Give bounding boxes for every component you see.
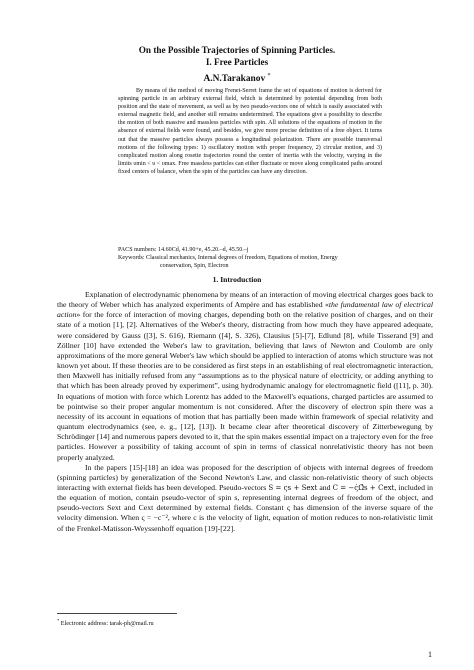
p2-part-2: , included in the equation of motion, contain pseudo-vector of spin s, representing internal degrees of freedom of the object, and pseudo-vectors Sext and Cext determined by external fields. Constant ς has dimension of the inverse square of the velocity dimension. When ς = −c⁻², where c is the velocity of light, equation of motion reduces to non-relativistic limit of the Frenkel-Matisson-Weyssenhoff equation [19]-[22]. [57, 482, 434, 533]
paragraph-2 [57, 463, 433, 534]
footnote-divider [57, 613, 177, 614]
p1-emphasis: the fundamental law of electrical action [57, 300, 433, 320]
pacs-numbers: PACS numbers: 14.60Cd, 41.90+e, 45.20.–d, 45.50.–j [118, 247, 249, 253]
title-line-2: I. Free Particles [205, 57, 269, 67]
p2-and: and [319, 482, 331, 492]
paper-title [0, 44, 474, 68]
author-footnote-mark: * [267, 73, 271, 79]
abstract [118, 87, 382, 176]
footnote [57, 617, 154, 628]
p1-after-emphasis: » for the force of interaction of moving charges, depending both on the relative position of charges, and on their state of a motion [1], [2]. Alternatives of the Weber's theory, distracting from how much they have appeared adequate, were considered by Gauss ([3], S. 616), Riemann ([4], S. 326), Clausius [5]-[7], Edlund [8], while Tisserand [9] and Zöllner [10] have extended the Weber's law to gravitation, believing that laws of Newton and Coulomb are only approximations of the more general Weber's law which should be applied to interaction of atoms which structure was not known yet about. If these theories are to be considered as first steps in an establishing of real electromagnetic interaction, then Maxwell has initially refused from any “assumptions as to the physical nature of electricity, or adding anything to that which has been already proved by experiment”, using hydrodynamic analogy for electromagnetic field ([11], p. 30). In equations of motion with force which Lorentz has added to the Maxwell's equations, charged particles are assumed to be pointwise so their proper angular momentum is not considered. After the discovery of electron spin there was a necessity of its account in equations of motion that has partially been made within framework of special relativity and quantum electrodynamics (see, e. g., [12], [13]). It became clear after theoretical discovery of Zitterbewegung by Schrödinger [14] and numerous papers devoted to it, that the spin makes essential impact on a trajectory even for the free particles. However a possibility of taking account of spin in terms of classical nonrelativistic theory has not been properly analyzed. [57, 310, 433, 462]
pacs-keywords [118, 246, 382, 270]
section-heading: 1. Introduction [212, 275, 262, 284]
keywords-line-1: Keywords: Classical mechanics, Internal degrees of freedom, Equations of motion, Energy [118, 255, 338, 262]
author-name [0, 70, 474, 85]
equation-S: S = ςs + Sext [268, 483, 318, 492]
equation-C: C = −ς̇Ω̂s + Cext [332, 483, 395, 492]
page-number: 1 [428, 650, 432, 659]
paragraph-1 [57, 290, 433, 463]
footnote-mark: * [57, 618, 60, 623]
keywords-line-2: conservation, Spin, Electron [160, 263, 229, 270]
footnote-email[interactable]: Electronic address: tarak-ph@mail.ru [60, 620, 154, 628]
author-text: A.N.Tarakanov [203, 74, 266, 85]
p2-part-1: In the papers [15]-[18] an idea was proposed for the description of objects with internal degrees of freedom (spinning particles) by generalization of the Second Newton's Law, and classic non-relativistic theory of such objects interacting with external fields has been developed. Pseudo-vectors [57, 462, 433, 492]
p1-before-emphasis: Explanation of electrodynamic phenomena by means of an interaction of moving electrical charges goes back to the theory of Weber which has analyzed experiments of Ampère and has established « [57, 290, 433, 310]
title-line-1: On the Possible Trajectories of Spinning Particles. [138, 45, 336, 55]
body-text [57, 290, 433, 534]
abstract-text: By means of the method of moving Frenet-Serret frame the set of equations of motion is derived for spinning particle in an arbitrary external field, which is determined by potential depending from both position and the state of movement, as well as by two pseudo-vectors one of which is easily associated with external magnetic field, and another still remains undetermined. The equations give a possibility to describe the motion of both massive and massless particles with spin. All solutions of the equations of motion in the absence of external fields were found, and besides, we give more precise definition of a free object. It turns out that the massive particles always possess a longitudinal polarization. There are possible transversal motions of the following types: 1) oscillatory motion with proper frequency, 2) circular motion, and 3) complicated motion along rosette trajectories round the center of inertia with the velocity, varying in the limits υmin < υ < υmax. Free massless particles can either fluctuate or move along complicated paths around fixed centers of balance, when the spin of the particles can have any direction. [118, 88, 382, 175]
